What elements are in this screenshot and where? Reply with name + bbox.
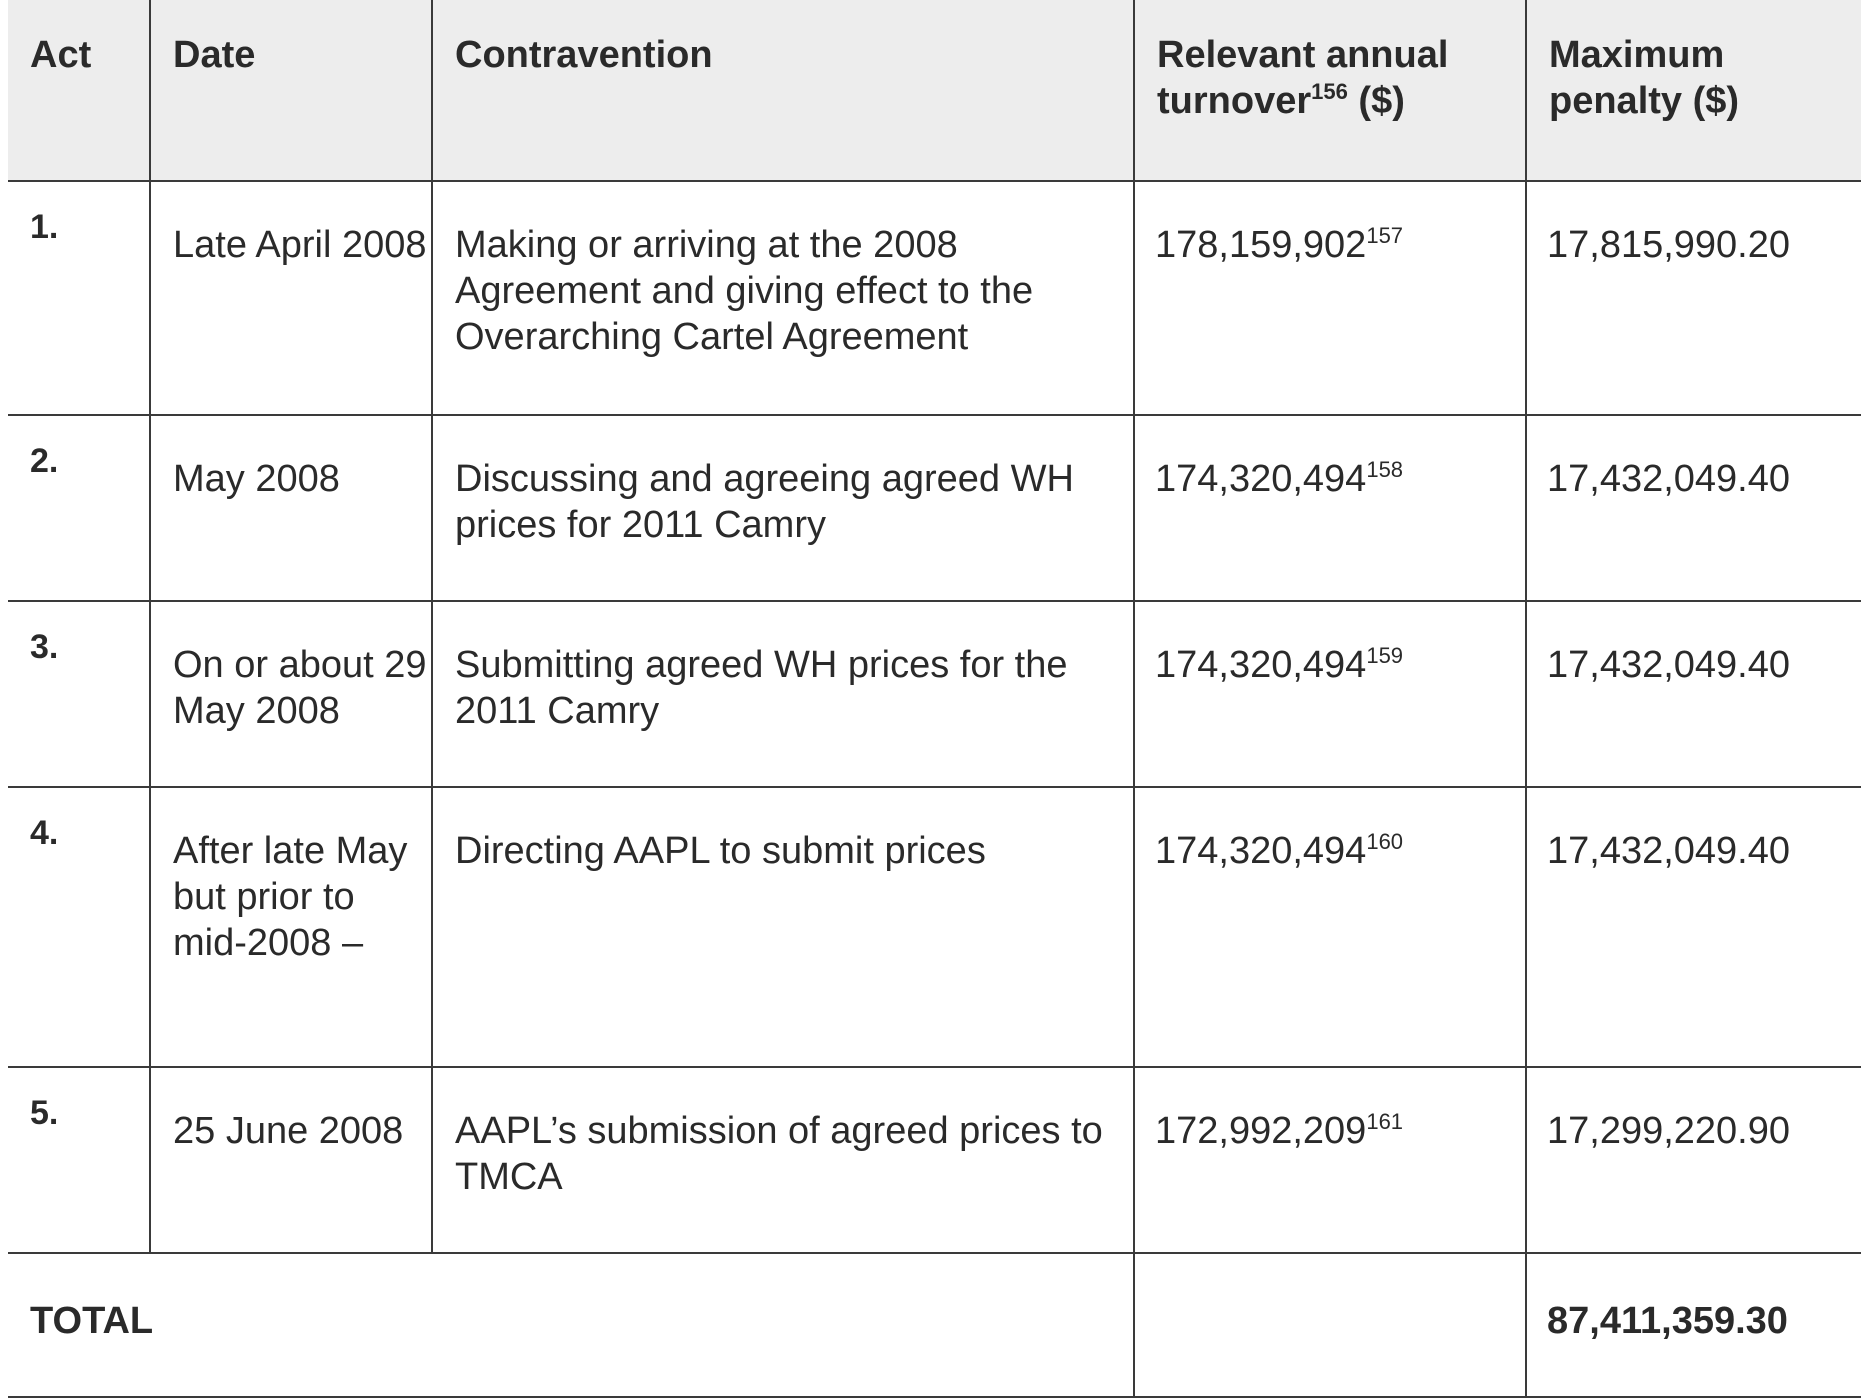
act-number: 4.	[8, 787, 150, 1067]
penalty-cell: 17,432,049.40	[1526, 787, 1861, 1067]
date-cell: May 2008	[150, 415, 432, 601]
table-row	[8, 1067, 1861, 1253]
contravention-cell: AAPL’s submission of agreed prices to TMCA	[432, 1067, 1134, 1253]
turnover-footnote: 159	[1366, 643, 1404, 668]
act-number: 1.	[8, 181, 150, 415]
date-cell: After late May but prior to mid-2008 –	[150, 787, 432, 1067]
turnover-footnote: 157	[1366, 223, 1404, 248]
turnover-cell	[1134, 415, 1526, 601]
table-row	[8, 601, 1861, 787]
penalty-cell: 17,432,049.40	[1526, 601, 1861, 787]
penalty-table-page	[8, 0, 1861, 1342]
contravention-cell: Making or arriving at the 2008 Agreement and giving effect to the Overarching Cartel Agreement	[432, 181, 1134, 415]
header-contravention: Contravention	[432, 0, 1134, 181]
table-row	[8, 787, 1861, 1067]
total-turnover	[1134, 1253, 1526, 1397]
date-cell: On or about 29 May 2008	[150, 601, 432, 787]
act-number: 3.	[8, 601, 150, 787]
turnover-footnote: 158	[1366, 457, 1404, 482]
date-cell: Late April 2008	[150, 181, 432, 415]
table-row	[8, 181, 1861, 415]
turnover-value: 172,992,209	[1155, 1110, 1367, 1152]
header-act: Act	[8, 0, 150, 181]
header-turnover-suffix: ($)	[1347, 80, 1405, 122]
turnover-value: 174,320,494	[1155, 644, 1367, 686]
total-penalty: 87,411,359.30	[1526, 1253, 1861, 1397]
act-number: 5.	[8, 1067, 150, 1253]
header-turnover-footnote: 156	[1311, 79, 1348, 104]
turnover-cell	[1134, 787, 1526, 1067]
contravention-cell: Submitting agreed WH prices for the 2011 Camry	[432, 601, 1134, 787]
turnover-footnote: 160	[1366, 829, 1404, 854]
act-number: 2.	[8, 415, 150, 601]
penalty-cell: 17,432,049.40	[1526, 415, 1861, 601]
total-label: TOTAL	[8, 1253, 1134, 1397]
turnover-value: 178,159,902	[1155, 224, 1367, 266]
turnover-value: 174,320,494	[1155, 830, 1367, 872]
header-row	[8, 0, 1861, 181]
table-row	[8, 415, 1861, 601]
penalty-cell: 17,815,990.20	[1526, 181, 1861, 415]
penalty-table	[8, 0, 1861, 1398]
contravention-cell: Discussing and agreeing agreed WH prices for 2011 Camry	[432, 415, 1134, 601]
header-penalty: Maximum penalty ($)	[1526, 0, 1861, 181]
date-cell: 25 June 2008	[150, 1067, 432, 1253]
turnover-cell	[1134, 601, 1526, 787]
turnover-cell	[1134, 181, 1526, 415]
total-row	[8, 1253, 1861, 1397]
header-date: Date	[150, 0, 432, 181]
turnover-footnote: 161	[1366, 1109, 1404, 1134]
header-turnover	[1134, 0, 1526, 181]
contravention-cell: Directing AAPL to submit prices	[432, 787, 1134, 1067]
header-turnover-label: Relevant annual turnover	[1157, 34, 1449, 122]
turnover-cell	[1134, 1067, 1526, 1253]
penalty-cell: 17,299,220.90	[1526, 1067, 1861, 1253]
turnover-value: 174,320,494	[1155, 458, 1367, 500]
